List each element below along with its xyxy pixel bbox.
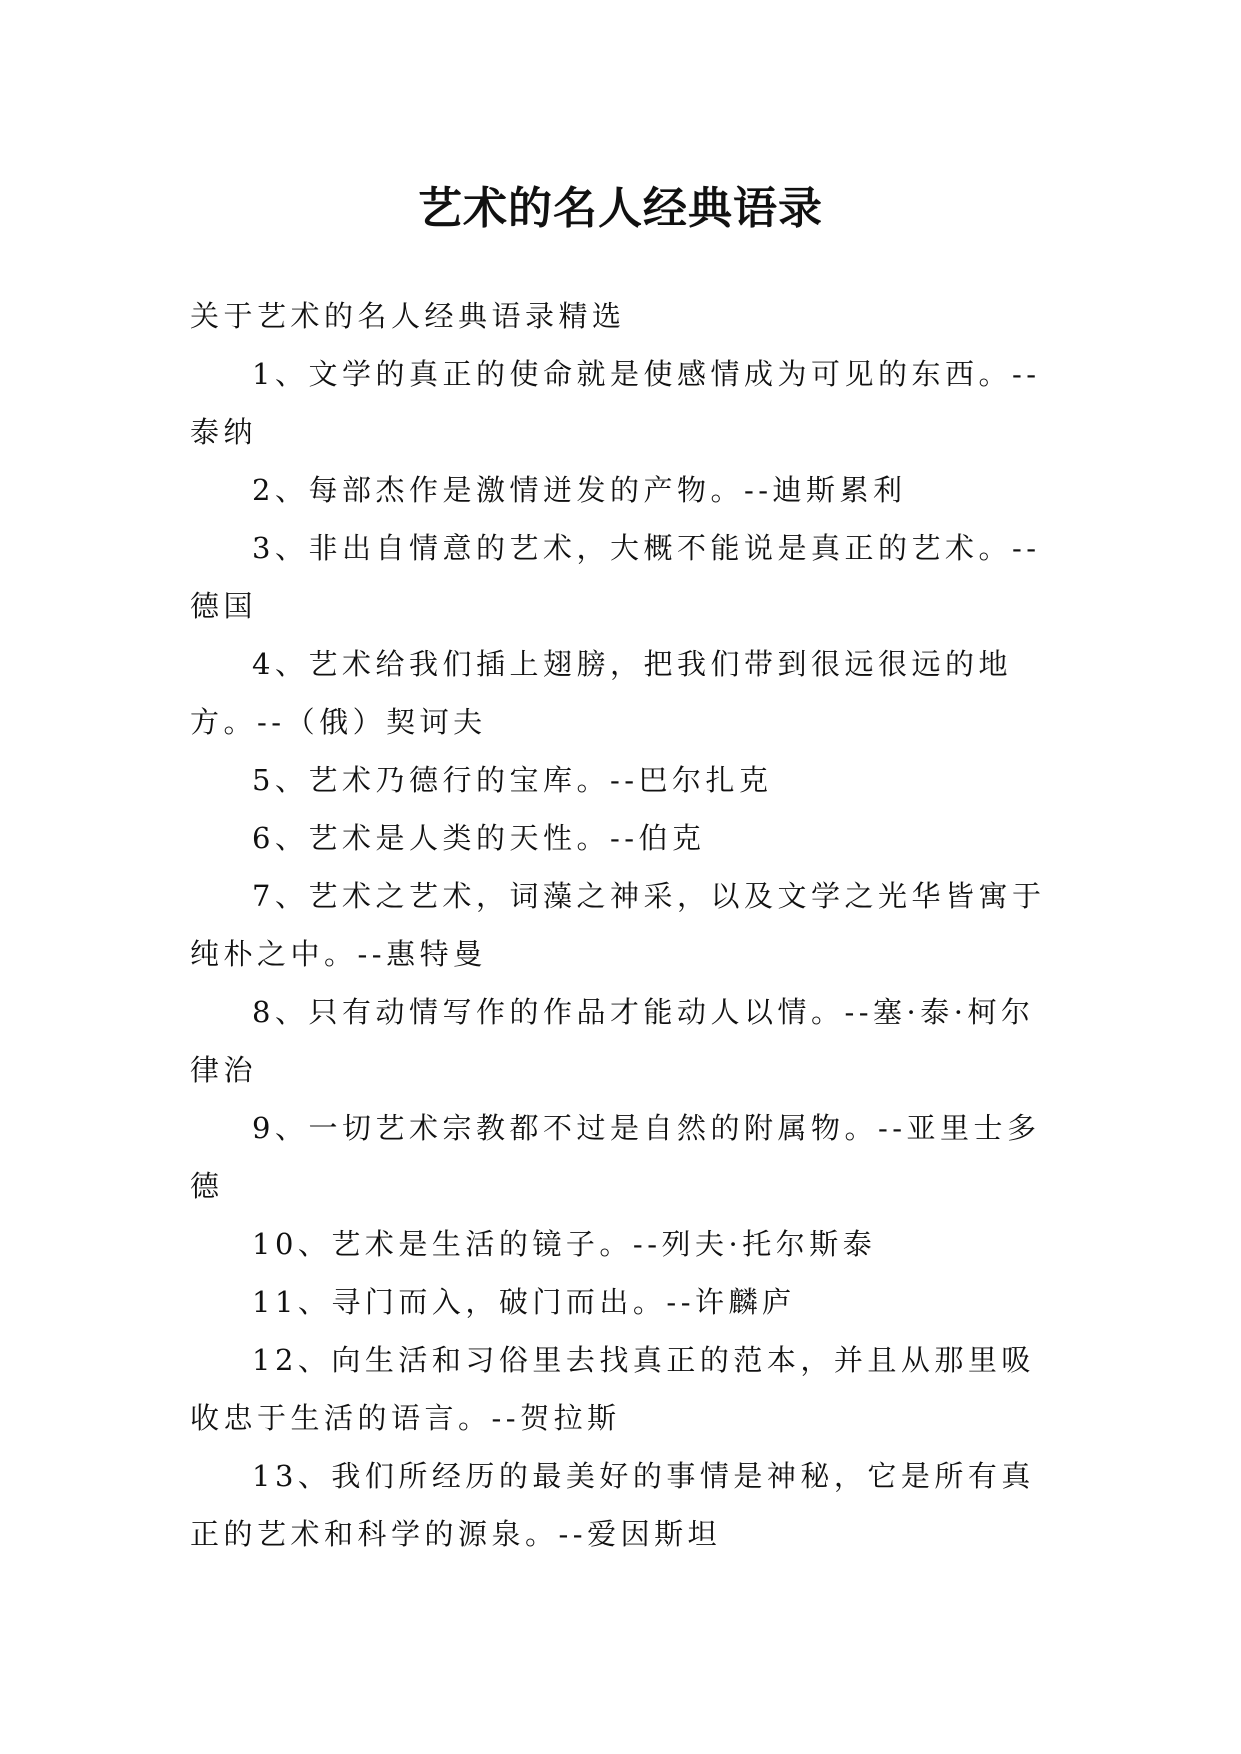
- quote-item: 2、每部杰作是激情迸发的产物。--迪斯累利: [252, 473, 907, 507]
- document-body: [190, 287, 1062, 1563]
- quote-item: 5、艺术乃德行的宝库。--巴尔扎克: [252, 763, 773, 797]
- quote-item: 6、艺术是人类的天性。--伯克: [252, 821, 706, 855]
- quote-item: 12、向生活和习俗里去找真正的范本，并且从那里吸收忠于生活的语言。--贺拉斯: [190, 1343, 1035, 1435]
- quote-item: 3、非出自情意的艺术，大概不能说是真正的艺术。--德国: [190, 531, 1041, 623]
- quote-item: 13、我们所经历的最美好的事情是神秘，它是所有真正的艺术和科学的源泉。--爱因斯坦: [190, 1459, 1035, 1551]
- quote-item: 10、艺术是生活的镜子。--列夫·托尔斯泰: [252, 1227, 877, 1261]
- intro-line: 关于艺术的名人经典语录精选: [190, 299, 626, 333]
- quote-item: 1、文学的真正的使命就是使感情成为可见的东西。--泰纳: [190, 357, 1041, 449]
- quote-item: 11、寻门而入，破门而出。--许麟庐: [252, 1285, 796, 1319]
- quote-item: 4、艺术给我们插上翅膀，把我们带到很远很远的地方。--（俄）契诃夫: [190, 647, 1012, 739]
- page-title: 艺术的名人经典语录: [418, 183, 823, 235]
- quote-item: 8、只有动情写作的作品才能动人以情。--塞·泰·柯尔律治: [190, 995, 1035, 1087]
- quote-item: 7、艺术之艺术，词藻之神采，以及文学之光华皆寓于纯朴之中。--惠特曼: [190, 879, 1046, 971]
- quote-item: 9、一切艺术宗教都不过是自然的附属物。--亚里士多德: [190, 1111, 1041, 1203]
